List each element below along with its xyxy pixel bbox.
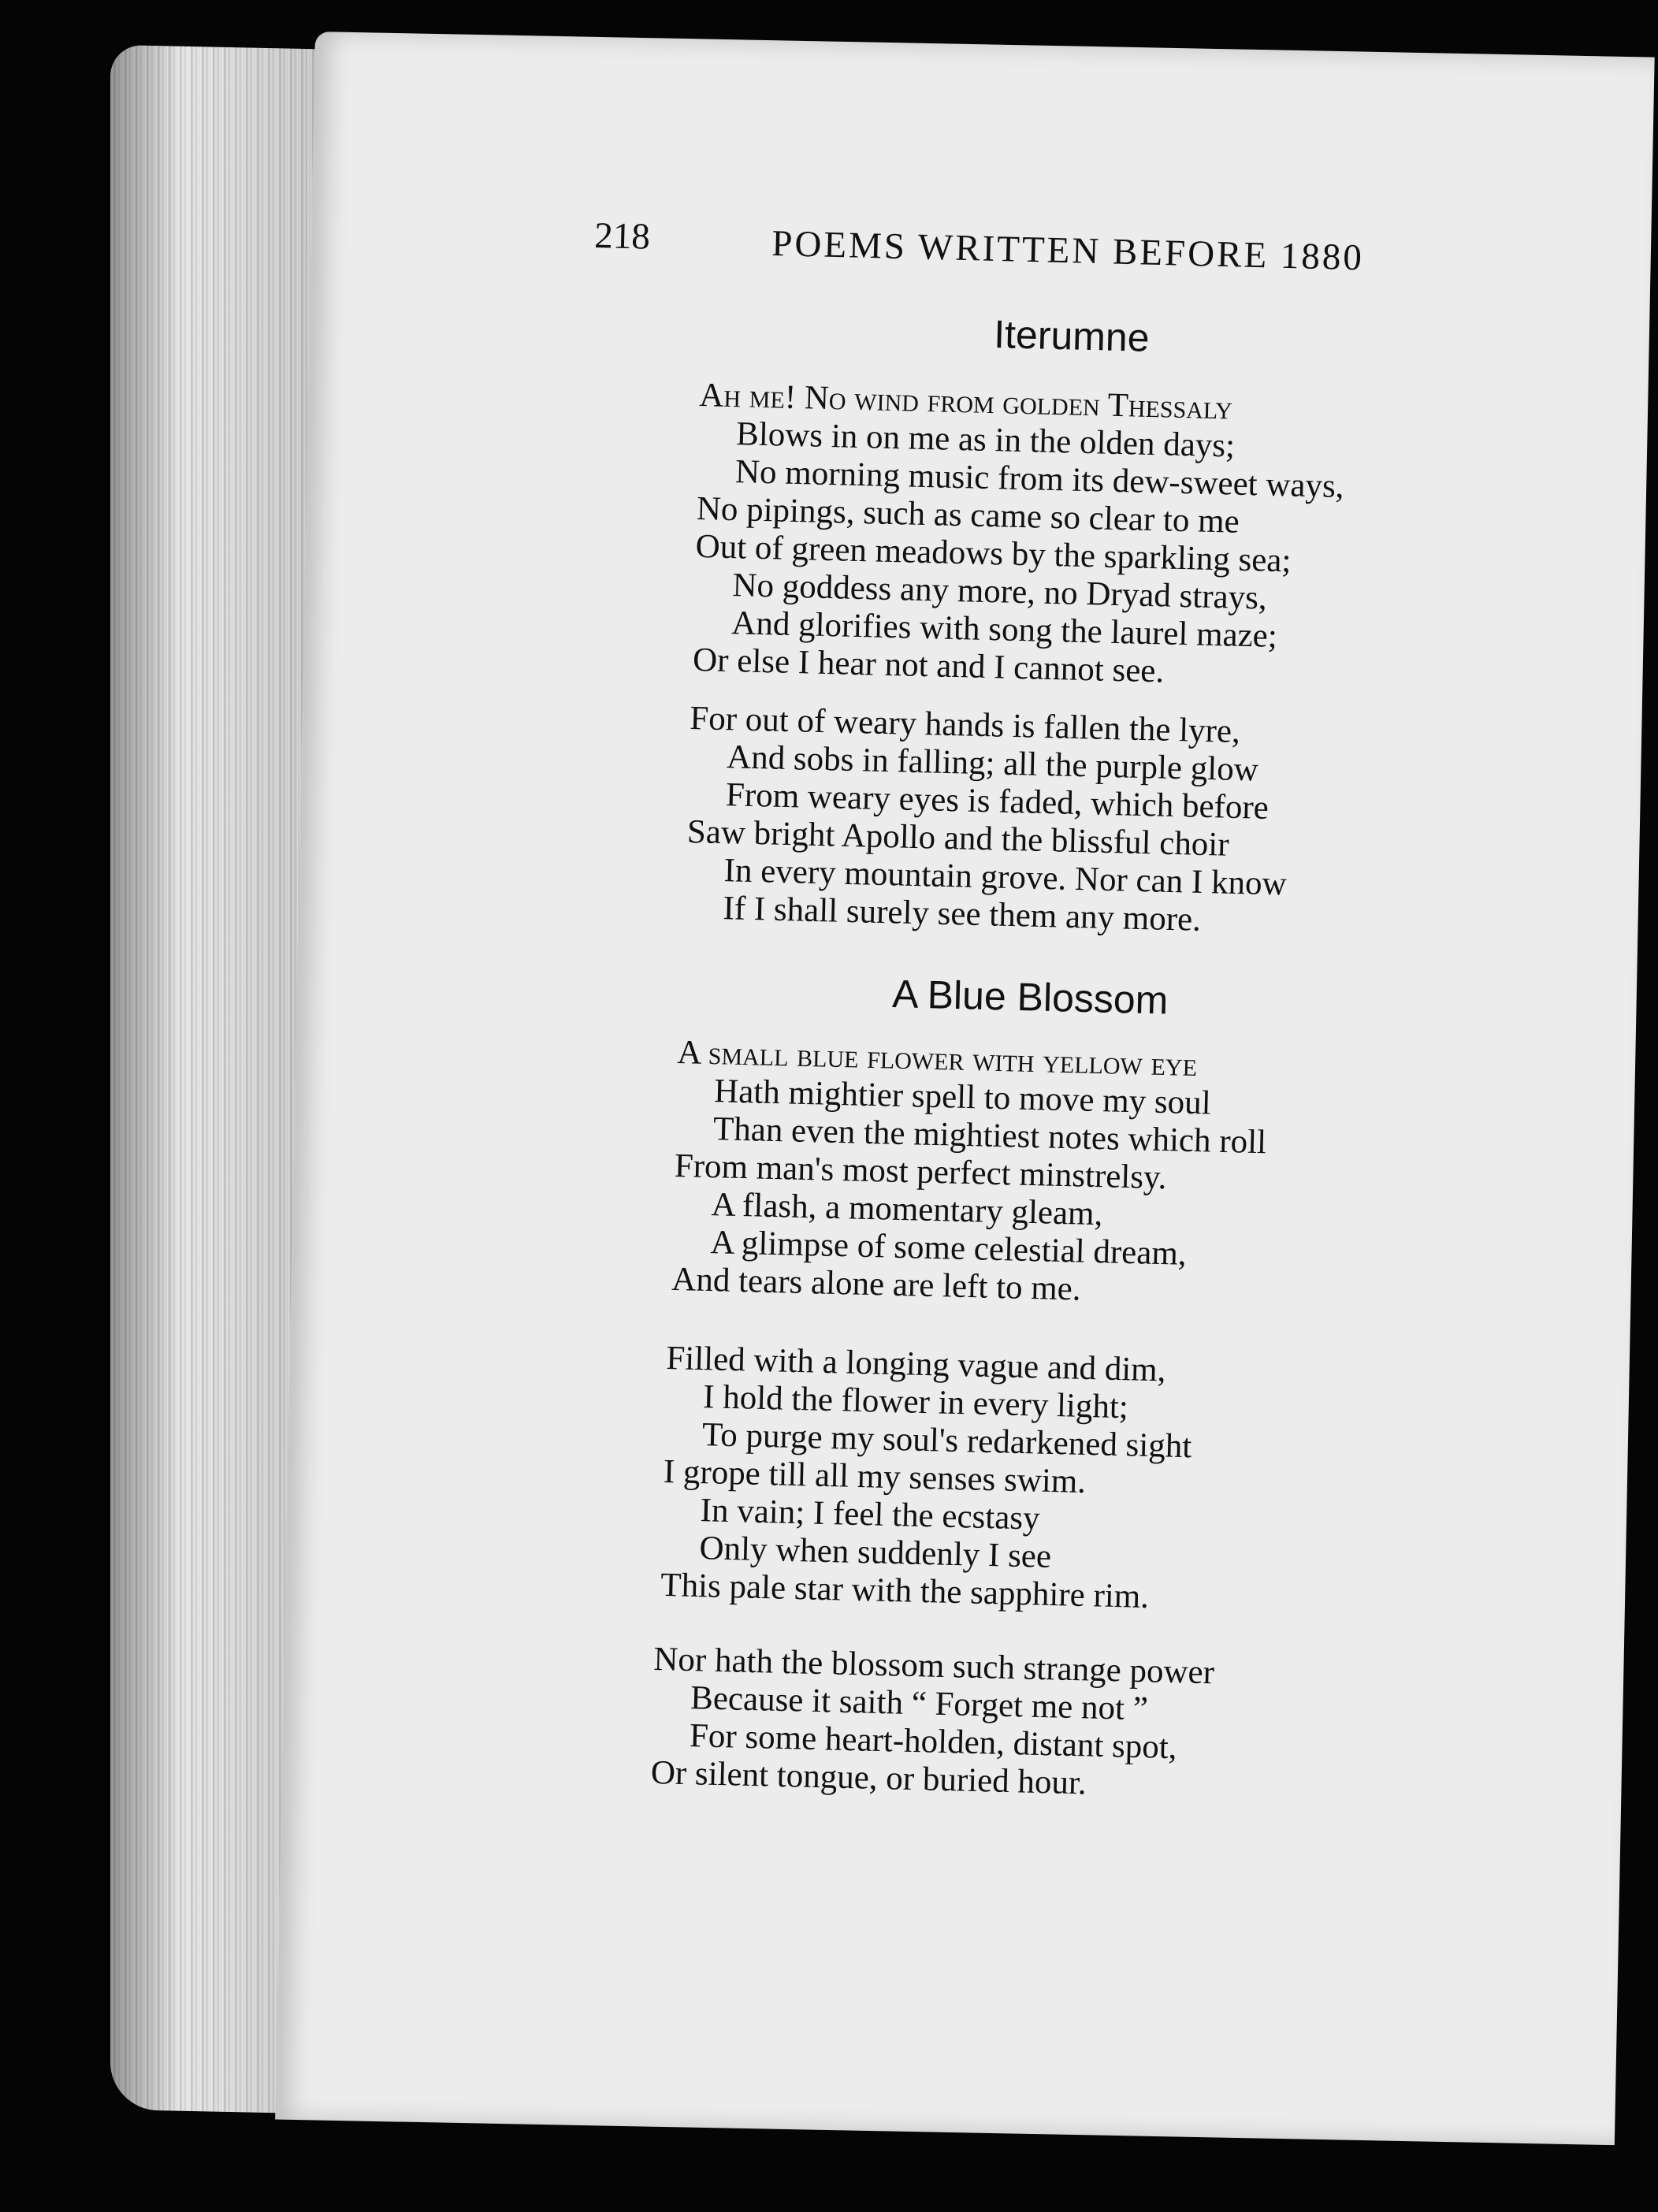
poem-line: From man's most perfect minstrelsy. <box>674 1147 1168 1197</box>
poem-title: A Blue Blossom <box>891 971 1169 1023</box>
poem-line: Filled with a longing vague and dim, <box>665 1340 1166 1389</box>
line-text: Ah me! No wind from golden Thessaly <box>698 377 1233 427</box>
poem-line: Or else I hear not and I cannot see. <box>692 641 1165 690</box>
poem-line: Out of green meadows by the sparkling sea; <box>695 527 1292 580</box>
stanza <box>693 377 1488 698</box>
page-number: 218 <box>593 214 651 258</box>
poem-line: In every mountain grove. Nor can I know <box>723 852 1288 903</box>
poem-line: To purge my soul's redarkened sight <box>701 1416 1192 1466</box>
poem-line: In vain; I feel the ecstasy <box>700 1492 1041 1537</box>
poem-line: Because it saith “ Forget me not ” <box>690 1679 1149 1728</box>
running-head: POEMS WRITTEN BEFORE 1880 <box>771 222 1365 279</box>
stanza <box>671 1034 1466 1318</box>
line-text: A small blue flower with yellow eye <box>676 1034 1198 1084</box>
poem-line: Nor hath the blossom such strange power <box>652 1641 1215 1692</box>
poem-line: If I shall surely see them any more. <box>722 890 1202 939</box>
poem-line: This pale star with the sapphire rim. <box>660 1566 1150 1616</box>
poem-line: I hold the flower in every light; <box>702 1378 1129 1426</box>
poem-line: For out of weary hands is fallen the lyre, <box>689 700 1241 751</box>
poem-line: No morning music from its dew-sweet ways, <box>734 453 1345 506</box>
poem-line: And glorifies with song the laurel maze; <box>730 604 1278 655</box>
poem-line: From weary eyes is faded, which before <box>725 776 1270 827</box>
poem-line: Blows in on me as in the olden days; <box>735 415 1236 465</box>
stanza <box>650 1641 1441 1811</box>
poem-line: Than even the mightiest notes which roll <box>712 1110 1267 1162</box>
poem-line: No goddess any more, no Dryad strays, <box>731 567 1268 617</box>
poem-line: A glimpse of some celestial dream, <box>709 1224 1188 1273</box>
poem-line: Saw bright Apollo and the blissful choir <box>686 812 1230 864</box>
stanza <box>660 1340 1455 1623</box>
poem-line: I grope till all my senses swim. <box>663 1452 1087 1501</box>
poem-line: No pipings, such as came so clear to me <box>696 489 1240 541</box>
poem-line: A flash, a momentary gleam, <box>711 1186 1103 1233</box>
poem-title: Iterumne <box>993 311 1151 360</box>
stanza <box>685 700 1478 946</box>
poem-line: For some heart-holden, distant spot, <box>689 1717 1178 1767</box>
poem-line: And sobs in falling; all the purple glow <box>726 738 1259 789</box>
poem-line: Or silent tongue, or buried hour. <box>650 1753 1087 1802</box>
poem-line: And tears alone are left to me. <box>671 1260 1082 1308</box>
poem-line: Only when suddenly I see <box>698 1530 1052 1575</box>
poem-line: Hath mightier spell to move my soul <box>713 1073 1212 1122</box>
